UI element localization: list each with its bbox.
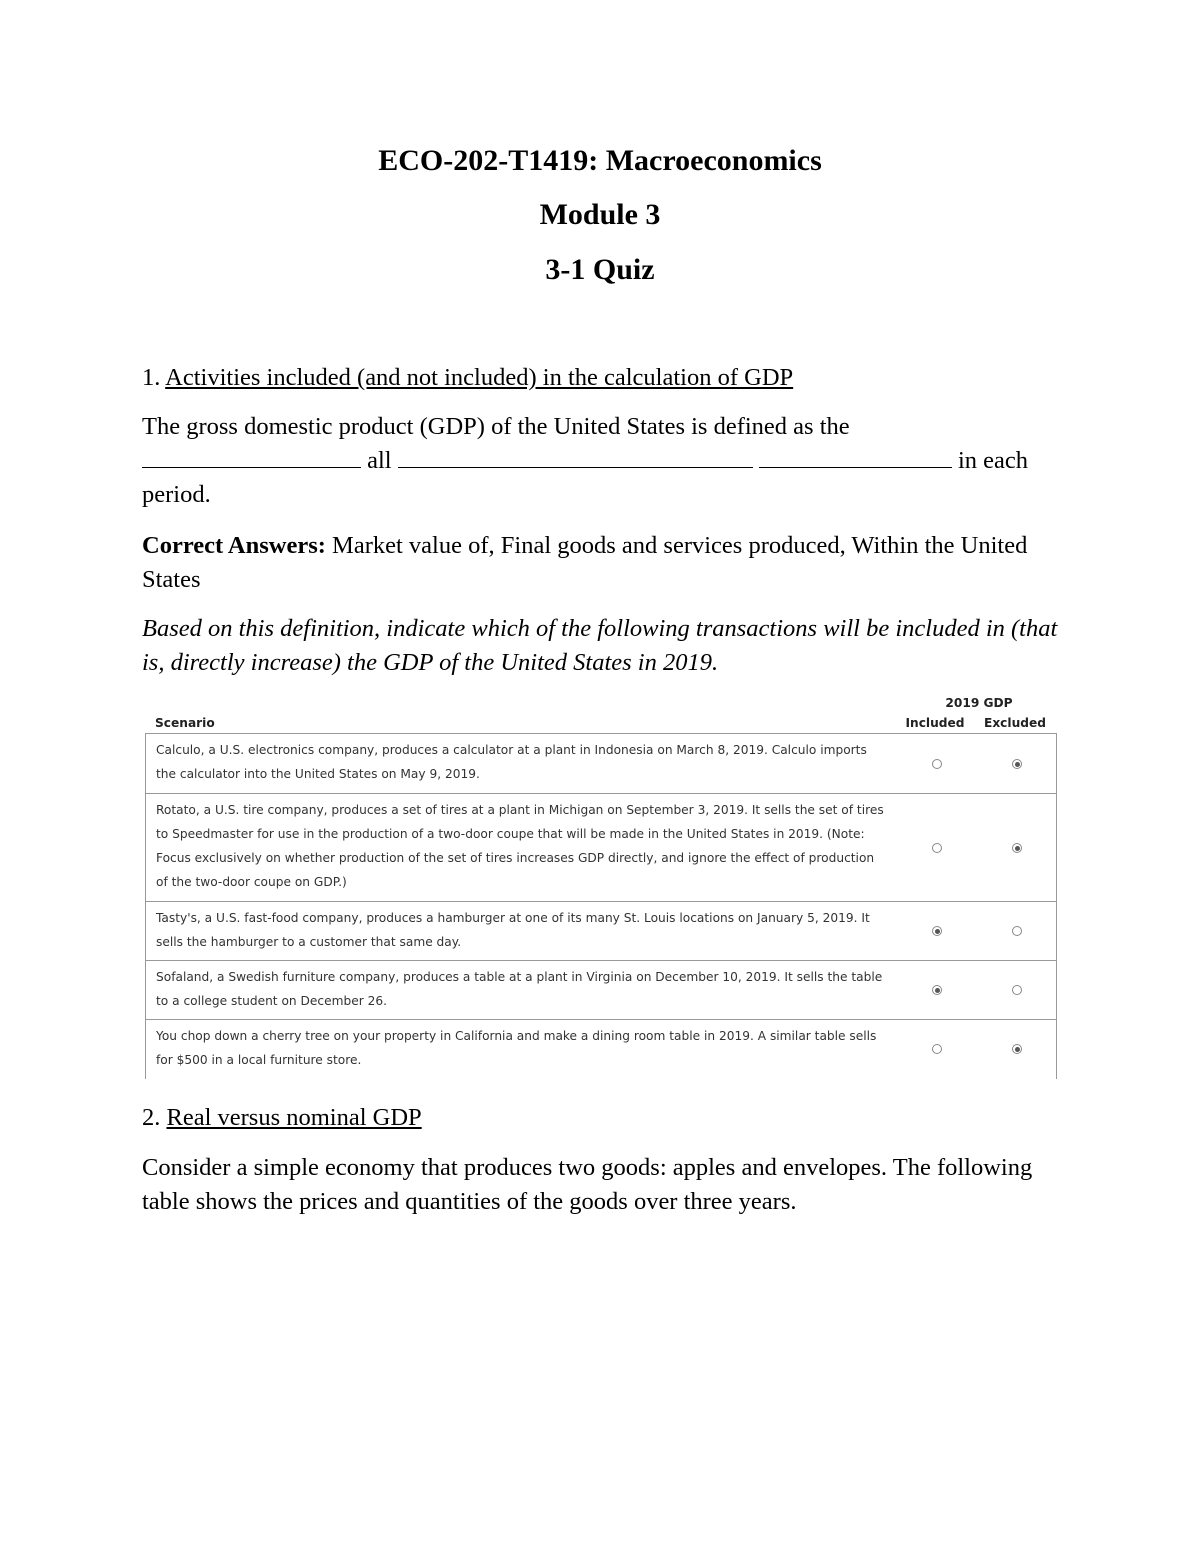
course-title: ECO-202-T1419: Macroeconomics — [378, 144, 822, 177]
gdp-scenario-table — [145, 693, 1057, 1079]
included-radio[interactable] — [932, 759, 942, 769]
module-title: Module 3 — [539, 198, 661, 231]
instruction-text: Based on this definition, indicate which of the following transactions will be included in (that is, directly increase) the GDP of the United States in 2019. — [142, 615, 1058, 676]
table-row — [145, 902, 1057, 961]
table-row — [145, 734, 1057, 794]
answers-label: Correct Answers: — [142, 532, 326, 559]
header-excluded: Excluded — [984, 716, 1046, 730]
scenario-text: Tasty's, a U.S. fast-food company, produces a hamburger at one of its many St. Louis locations on January 5, 2019. It sells the hamburger to a customer that same day. — [156, 911, 870, 949]
table-row — [145, 1020, 1057, 1079]
header-2019-gdp: 2019 GDP — [945, 696, 1013, 710]
excluded-radio[interactable] — [1012, 1044, 1022, 1054]
header-included: Included — [905, 716, 965, 730]
table-row — [145, 794, 1057, 902]
definition-lead: The gross domestic product (GDP) of the United States is defined as the — [142, 413, 850, 440]
definition-tail: in each period. — [142, 447, 1029, 508]
table-header — [145, 693, 1057, 734]
scenario-text: Calculo, a U.S. electronics company, produces a calculator at a plant in Indonesia on March 8, 2019. Calculo imports the calculator into the United States on May 9, 2019. — [156, 743, 867, 781]
blank-1 — [142, 445, 361, 468]
question-1-number: 1. — [142, 364, 161, 391]
header-scenario: Scenario — [155, 716, 215, 730]
correct-answers — [142, 529, 1062, 597]
scenario-text: You chop down a cherry tree on your property in California and make a dining room table in 2019. A similar table sells for $500 in a local furniture store. — [156, 1029, 877, 1067]
included-radio[interactable] — [932, 1044, 942, 1054]
question-1-title: Activities included (and not included) in the calculation of GDP — [165, 364, 794, 391]
question-2-body: Consider a simple economy that produces two goods: apples and envelopes. The following table shows the prices and quantities of the goods over three years. — [142, 1154, 1033, 1215]
quiz-title: 3-1 Quiz — [545, 253, 655, 286]
question-2-heading — [142, 1101, 1062, 1135]
excluded-radio[interactable] — [1012, 843, 1022, 853]
answers-text: Market value of, Final goods and services produced, Within the United States — [142, 532, 1028, 593]
included-radio[interactable] — [932, 926, 942, 936]
excluded-radio[interactable] — [1012, 926, 1022, 936]
gdp-definition — [142, 410, 1062, 512]
excluded-radio[interactable] — [1012, 759, 1022, 769]
excluded-radio[interactable] — [1012, 985, 1022, 995]
question-2-title: Real versus nominal GDP — [166, 1104, 422, 1131]
included-radio[interactable] — [932, 985, 942, 995]
question-2-number: 2. — [142, 1104, 161, 1131]
blank-3 — [759, 445, 952, 468]
definition-all: all — [367, 447, 392, 474]
included-radio[interactable] — [932, 843, 942, 853]
table-row — [145, 961, 1057, 1020]
scenario-text: Rotato, a U.S. tire company, produces a set of tires at a plant in Michigan on September 3, 2019. It sells the set of tires to Speedmaster for use in the production of a two-door coupe that will be made in the United States in 2019. (Note: Focus exclusively on whether production of the set of tires increases GDP directly, and ignore the effect of production of the two-door coupe on GDP.) — [156, 803, 884, 889]
scenario-text: Sofaland, a Swedish furniture company, produces a table at a plant in Virginia on December 10, 2019. It sells the table to a college student on December 26. — [156, 970, 883, 1008]
question-1-heading — [142, 361, 1062, 395]
blank-2 — [398, 445, 753, 468]
